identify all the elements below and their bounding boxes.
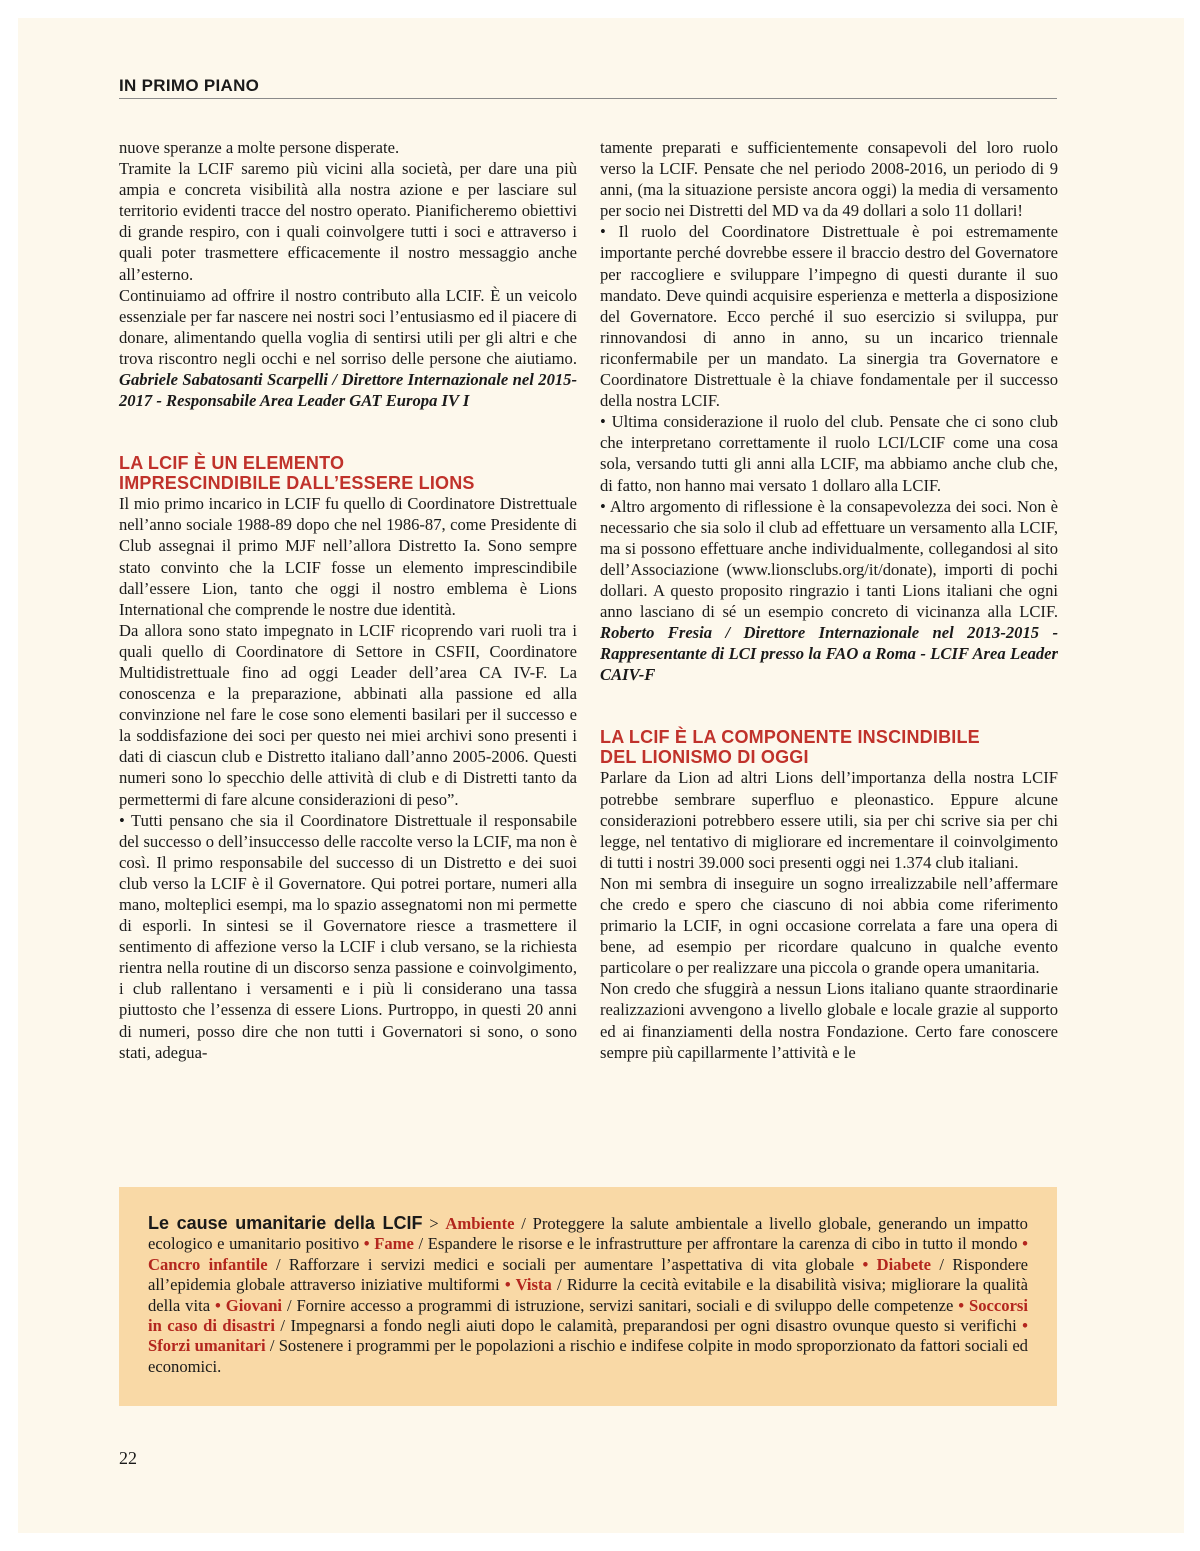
heading-lcif-componente-line-1: LA LCIF È LA COMPONENTE INSCINDIBILE — [600, 727, 980, 748]
left-paragraph-3 — [119, 285, 577, 412]
left-paragraph-6: • Tutti pensano che sia il Coordinatore Distrettuale il responsabile del successo o dell’insuccesso delle raccolte verso la LCIF, ma non è così. Il primo responsabile del successo di un Distretto e dei suoi club verso la LCIF è il Governatore. Qui potrei portare, numeri alla mano, molteplici esempi, ma lo spazio assegnatomi non mi permette di esporli. In sintesi se il Governatore riesce a trasmettere il sentimento di affezione verso la LCIF i club versano, se la richiesta rientra nella routine di un discorso senza passione e coinvolgimento, i club rallentano i versamenti e i più li considerano una tassa piuttosto che l’essenza di essere Lions. Purtroppo, in questi 20 anni di numeri, posso dire che non tutti i Governatori si sono, o sono stati, adegua- — [119, 810, 577, 1062]
cause-description: Ridurre la cecità evitabile e la disabilità visiva; migliorare la qualità della vita — [148, 1275, 1028, 1315]
cause-bullet: • — [359, 1234, 375, 1254]
right-paragraph-2: • Il ruolo del Coordinatore Distrettuale è poi estremamente importante perché dovrebbe essere il braccio destro del Governatore per raccogliere e sviluppare l’impegno di questi durante il suo mandato. Deve quindi acquisire esperienza e metterla a disposizione del Governatore. Ecco perché il suo esercizio si sviluppa, pur rinnovandosi di anno in anno, su un incarico triennale riconfermabile per un mandato. La sinergia tra Governatore e Coordinatore Distrettuale è la chiave fondamentale per il successo della nostra LCIF. — [600, 222, 1058, 411]
cause-name: Diabete — [876, 1254, 932, 1274]
right-paragraph-5: Parlare da Lion ad altri Lions dell’importanza della nostra LCIF potrebbe sembrare superfluo e pleonastico. Eppure alcune considerazioni potrebbero essere utili, sia per chi scrive sia per chi legge, nel tentativo di migliorare ed incrementare il coinvolgimento di tutti i nostri 39.000 soci presenti oggi nei 1.374 club italiani. — [600, 768, 1058, 872]
causes-title: Le cause umanitarie della LCIF — [148, 1213, 423, 1233]
cause-name: Fame — [374, 1234, 414, 1254]
cause-description: Impegnarsi a fondo negli aiuti dopo le calamità, preparandosi per ogni disastro ovunque questo si verifichi — [290, 1316, 1017, 1336]
right-paragraph-4 — [600, 496, 1058, 686]
section-label: IN PRIMO PIANO — [119, 76, 260, 95]
heading-lcif-elemento-line-2: IMPRESCINDIBILE DALL’ESSERE LIONS — [119, 473, 475, 494]
cause-bullet: • — [499, 1275, 516, 1295]
heading-lcif-elemento-line-1: LA LCIF È UN ELEMENTO — [119, 453, 345, 474]
right-column — [600, 137, 1058, 1063]
right-paragraph-6: Non mi sembra di inseguire un sogno irrealizzabile nell’affermare che credo e spero che ciascuno di noi abbia come riferimento primario la LCIF, in ogni occasione correlata a fare una opera di bene, ad esempio per ricordare qualcuno in qualche evento particolare o per realizzare una piccola o grande opera umanitaria. — [600, 873, 1058, 978]
cause-name: Giovani — [225, 1295, 283, 1315]
cause-bullet: • — [953, 1295, 970, 1315]
heading-lcif-componente — [600, 727, 1058, 767]
left-paragraph-5: Da allora sono stato impegnato in LCIF ricoprendo vari ruoli tra i quali quello di Coordinatore di Settore in CSFII, Coordinatore Multidistrettuale fino ad oggi Leader dell’area CA IV-F. La conoscenza e la preparazione, abbinati alla passione ed alla convinzione nel fare le cose sono elementi basilari per il successo e la soddisfazione dei soci per questo nei miei archivi sono presenti i dati di ciascun club e Distretto italiano dall’anno 2005-2006. Questi numeri sono lo specchio delle attività di club e di Distretti tanto da permettermi di fare alcune considerazioni di peso”. — [119, 620, 577, 809]
left-paragraph-2: Tramite la LCIF saremo più vicini alla società, per dare una più ampia e concreta visibilità alla nostra azione e per lasciare sul territorio evidenti tracce del nostro operato. Pianificheremo obiettivi di grande respiro, con i quali coinvolgere tutti i soci e attraverso i quali poter trasmettere efficacemente il nostro messaggio anche all’esterno. — [119, 159, 577, 284]
humanitarian-causes-box — [119, 1187, 1057, 1406]
cause-description: Rispondere all’epidemia globale attraverso iniziative multiformi — [148, 1254, 1028, 1295]
causes-arrow: > — [429, 1214, 439, 1233]
cause-name: Vista — [515, 1275, 552, 1295]
cause-bullet: • — [1017, 1234, 1028, 1254]
header-rule — [119, 98, 1057, 99]
heading-lcif-componente-line-2: DEL LIONISMO DI OGGI — [600, 747, 809, 768]
signature-scarpelli: Gabriele Sabatosanti Scarpelli / Direttore Internazionale nel 2015-2017 - Responsabile Area Leader GAT Europa IV I — [119, 370, 577, 411]
cause-description: Proteggere la salute ambientale a livello globale, generando un impatto ecologico e umanitario positivo — [148, 1214, 1028, 1254]
cause-name: Sforzi umanitari — [148, 1336, 266, 1356]
cause-name: Cancro infantile — [148, 1254, 268, 1274]
right-paragraph-1: tamente preparati e sufficientemente consapevoli del loro ruolo verso la LCIF. Pensate che nel periodo 2008-2016, un periodo di 9 anni, (ma la situazione persiste ancora oggi) la media di versamento per socio nei Distretti del MD va da 49 dollari a solo 11 dollari! — [600, 138, 1058, 221]
cause-bullet: • — [854, 1254, 877, 1274]
causes-text: Le cause umanitarie della LCIF > Ambiente / Proteggere la salute ambientale a livello globale, generando un impatto ecologico e umanitario positivo • Fame / Espandere le risorse e le infrastrutture per affrontare la carenza di cibo in tutto il mondo • Cancro infantile / Rafforzare i servizi medici e sociali per aumentare l’aspettativa di vita globale • Diabete / Rispondere all’epidemia globale attraverso iniziative multiformi • Vista / Ridurre la cecità evitabile e la disabilità visiva; migliorare la qualità della vita • Giovani / Fornire accesso a programmi di istruzione, servizi sanitari, sociali e di sviluppo delle competenze • Soccorsi in caso di disastri / Impegnarsi a fondo negli aiuti dopo le calamità, preparandosi per ogni disastro ovunque questo si verifichi • Sforzi umanitari / Sostenere i programmi per le popolazioni a rischio e indifese colpite in modo sproporzionato da fattori sociali ed economici. — [148, 1213, 1029, 1376]
left-paragraph-3-text: Continuiamo ad offrire il nostro contributo alla LCIF. È un veicolo essenziale per far nascere nei nostri soci l’entusiasmo ed il piacere di donare, alimentando quella voglia di sentirsi utili per gli altri e che trova riscontro negli occhi e nel sorriso delle persone che aiutiamo. — [119, 285, 577, 368]
cause-bullet: • — [1016, 1316, 1028, 1336]
right-paragraph-7: Non credo che sfuggirà a nessun Lions italiano quante straordinarie realizzazioni avvengono a livello globale e locale grazie al supporto ed ai finanziamenti della nostra Fondazione. Certo fare conoscere sempre più capillarmente l’attività e le — [600, 979, 1058, 1062]
cause-name: Ambiente — [445, 1214, 515, 1233]
right-paragraph-3: • Ultima considerazione il ruolo del club. Pensate che ci sono club che interpretano correttamente il ruolo LCI/LCIF come una cosa sola, versando tutti gli anni alla LCIF, ma abbiamo anche club che, di fatto, non hanno mai versato 1 dollaro alla LCIF. — [600, 412, 1058, 495]
cause-bullet: • — [210, 1295, 226, 1315]
left-paragraph-1: nuove speranze a molte persone disperate. — [119, 138, 400, 157]
cause-description: Espandere le risorse e le infrastrutture per affrontare la carenza di cibo in tutto il mondo — [427, 1234, 1018, 1254]
page-number: 22 — [119, 1448, 137, 1468]
left-paragraph-4: Il mio primo incarico in LCIF fu quello di Coordinatore Distrettuale nell’anno sociale 1988-89 dopo che nel 1986-87, come Presidente di Club assegnai il primo MJF nell’allora Distretto Ia. Sono sempre stato convinto che la LCIF fosse un elemento imprescindibile dall’essere Lion, tanto che oggi il nostro emblema è Lions International che comprende le nostre due identità. — [119, 494, 577, 619]
cause-name: Soccorsi in caso di disastri — [148, 1295, 1029, 1336]
cause-description: Fornire accesso a programmi di istruzione, servizi sanitari, sociali e di sviluppo delle competenze — [296, 1295, 954, 1315]
left-column — [119, 137, 577, 1063]
right-paragraph-4-text: • Altro argomento di riflessione è la consapevolezza dei soci. Non è necessario che sia solo il club ad effettuare un versamento alla LCIF, ma si possono effettuare anche individualmente, collegandosi al sito dell’Associazione (www.lionsclubs.org/it/donate), importi di pochi dollari. A questo proposito ringrazio i tanti Lions italiani che ogni anno lasciano di sé un esempio concreto di vicinanza alla LCIF. — [600, 496, 1058, 622]
cause-description: Sostenere i programmi per le popolazioni a rischio e indifese colpite in modo sproporzionato da fattori sociali ed economici. — [148, 1336, 1028, 1376]
cause-description: Rafforzare i servizi medici e sociali per aumentare l’aspettativa di vita globale — [288, 1254, 855, 1274]
signature-fresia: Roberto Fresia / Direttore Internazionale nel 2013-2015 - Rappresentante di LCI presso la FAO a Roma - LCIF Area Leader CAIV-F — [600, 623, 1058, 685]
heading-lcif-elemento — [119, 453, 577, 493]
